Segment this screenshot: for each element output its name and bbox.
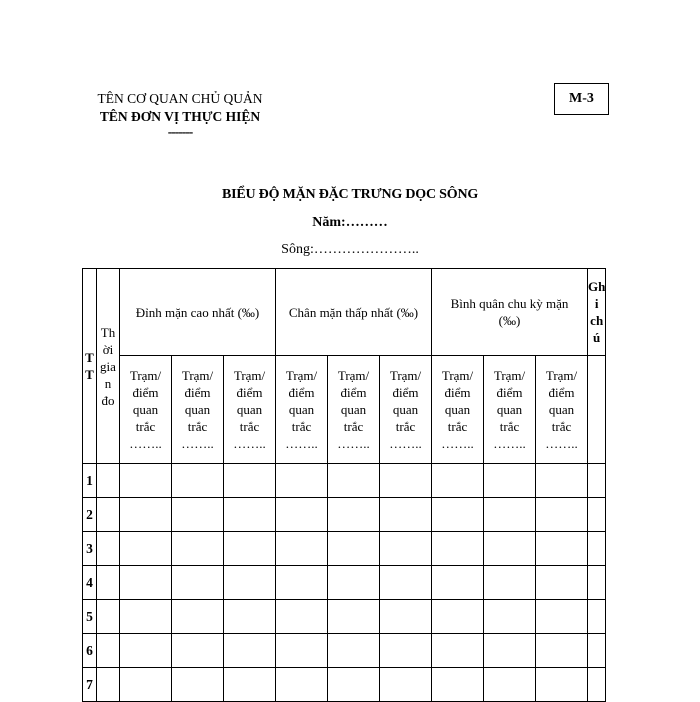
- data-cell[interactable]: [276, 498, 328, 532]
- data-cell[interactable]: [224, 600, 276, 634]
- data-cell[interactable]: [276, 464, 328, 498]
- header-min-salinity-base: Chân mặn thấp nhất (‰): [276, 269, 432, 356]
- row-number: 5: [83, 600, 97, 634]
- data-cell[interactable]: [588, 498, 606, 532]
- parent-agency-name: TÊN CƠ QUAN CHỦ QUẢN: [97, 91, 263, 106]
- row-number: 4: [83, 566, 97, 600]
- data-cell[interactable]: [224, 634, 276, 668]
- form-code-box: M-3: [554, 83, 609, 115]
- table-row: [83, 498, 606, 532]
- data-cell[interactable]: [432, 498, 484, 532]
- data-cell[interactable]: [97, 566, 120, 600]
- row-number: 3: [83, 532, 97, 566]
- data-cell[interactable]: [120, 668, 172, 702]
- data-cell[interactable]: [484, 566, 536, 600]
- station-header: Trạm/ điểm quan trắc ……..: [536, 356, 588, 464]
- data-cell[interactable]: [172, 464, 224, 498]
- salinity-table: [82, 268, 606, 702]
- row-number: 6: [83, 634, 97, 668]
- data-cell[interactable]: [328, 600, 380, 634]
- data-cell[interactable]: [380, 532, 432, 566]
- header-measure-time: Th ời gia n đo: [97, 269, 120, 464]
- data-cell[interactable]: [120, 498, 172, 532]
- table-row: [83, 668, 606, 702]
- data-cell[interactable]: [97, 600, 120, 634]
- data-cell[interactable]: [536, 668, 588, 702]
- data-cell[interactable]: [536, 600, 588, 634]
- station-header: Trạm/ điểm quan trắc ……..: [120, 356, 172, 464]
- year-label: Năm:………: [312, 215, 388, 230]
- data-cell[interactable]: [224, 566, 276, 600]
- data-cell[interactable]: [276, 634, 328, 668]
- data-cell[interactable]: [276, 566, 328, 600]
- data-cell[interactable]: [224, 498, 276, 532]
- data-cell[interactable]: [432, 668, 484, 702]
- river-label: Sông:…………………..: [281, 242, 419, 257]
- table-row: [83, 634, 606, 668]
- data-cell[interactable]: [588, 600, 606, 634]
- row-number: 2: [83, 498, 97, 532]
- header-tt: T T: [83, 269, 97, 464]
- station-header: Trạm/ điểm quan trắc ……..: [432, 356, 484, 464]
- data-cell[interactable]: [97, 532, 120, 566]
- header-max-salinity-peak: Đỉnh mặn cao nhất (‰): [120, 269, 276, 356]
- note-subheader-cell: [588, 356, 606, 464]
- station-header: Trạm/ điểm quan trắc ……..: [328, 356, 380, 464]
- organization-block: [70, 90, 290, 138]
- data-cell[interactable]: [536, 566, 588, 600]
- data-cell[interactable]: [484, 634, 536, 668]
- row-number: 7: [83, 668, 97, 702]
- station-header: Trạm/ điểm quan trắc ……..: [276, 356, 328, 464]
- data-cell[interactable]: [380, 634, 432, 668]
- data-cell[interactable]: [432, 532, 484, 566]
- table-row: [83, 600, 606, 634]
- data-cell[interactable]: [536, 532, 588, 566]
- station-header: Trạm/ điểm quan trắc ……..: [484, 356, 536, 464]
- data-cell[interactable]: [536, 464, 588, 498]
- data-cell[interactable]: [380, 464, 432, 498]
- data-cell[interactable]: [172, 668, 224, 702]
- data-cell[interactable]: [328, 634, 380, 668]
- data-cell[interactable]: [328, 532, 380, 566]
- data-cell[interactable]: [588, 566, 606, 600]
- data-cell[interactable]: [588, 464, 606, 498]
- data-cell[interactable]: [484, 498, 536, 532]
- data-cell[interactable]: [120, 634, 172, 668]
- data-cell[interactable]: [328, 498, 380, 532]
- document-title: BIỂU ĐỘ MẶN ĐẶC TRƯNG DỌC SÔNG: [221, 187, 479, 202]
- data-cell[interactable]: [224, 532, 276, 566]
- data-cell[interactable]: [172, 634, 224, 668]
- data-cell[interactable]: [432, 566, 484, 600]
- data-cell[interactable]: [224, 464, 276, 498]
- data-cell[interactable]: [120, 566, 172, 600]
- data-cell[interactable]: [97, 668, 120, 702]
- data-cell[interactable]: [588, 532, 606, 566]
- table-row: [83, 532, 606, 566]
- data-cell[interactable]: [328, 668, 380, 702]
- data-cell[interactable]: [172, 498, 224, 532]
- data-cell[interactable]: [432, 634, 484, 668]
- data-cell[interactable]: [380, 498, 432, 532]
- data-cell[interactable]: [276, 600, 328, 634]
- data-cell[interactable]: [432, 600, 484, 634]
- data-cell[interactable]: [484, 464, 536, 498]
- data-cell[interactable]: [97, 464, 120, 498]
- data-cell[interactable]: [484, 600, 536, 634]
- header-average-salinity-cycle: Bình quân chu kỳ mặn (‰): [432, 269, 588, 356]
- data-cell[interactable]: [172, 566, 224, 600]
- table-row: [83, 566, 606, 600]
- data-cell[interactable]: [380, 668, 432, 702]
- data-cell[interactable]: [224, 668, 276, 702]
- data-cell[interactable]: [484, 532, 536, 566]
- data-cell[interactable]: [120, 600, 172, 634]
- data-cell[interactable]: [172, 532, 224, 566]
- data-cell[interactable]: [97, 634, 120, 668]
- header-note: Gh i ch ú: [588, 269, 606, 356]
- data-cell[interactable]: [97, 498, 120, 532]
- data-cell[interactable]: [276, 668, 328, 702]
- data-cell[interactable]: [172, 600, 224, 634]
- data-cell[interactable]: [328, 464, 380, 498]
- data-cell[interactable]: [120, 532, 172, 566]
- station-header: Trạm/ điểm quan trắc ……..: [172, 356, 224, 464]
- data-cell[interactable]: [536, 634, 588, 668]
- table-row: [83, 464, 606, 498]
- row-number: 1: [83, 464, 97, 498]
- data-cell[interactable]: [328, 566, 380, 600]
- data-cell[interactable]: [380, 566, 432, 600]
- data-cell[interactable]: [432, 464, 484, 498]
- station-header: Trạm/ điểm quan trắc ……..: [224, 356, 276, 464]
- data-cell[interactable]: [536, 498, 588, 532]
- data-cell[interactable]: [588, 668, 606, 702]
- data-cell[interactable]: [588, 634, 606, 668]
- implementing-unit-name: TÊN ĐƠN VỊ THỰC HIỆN: [99, 109, 261, 124]
- org-separator: -------: [167, 124, 193, 139]
- data-cell[interactable]: [484, 668, 536, 702]
- station-header: Trạm/ điểm quan trắc ……..: [380, 356, 432, 464]
- data-cell[interactable]: [120, 464, 172, 498]
- data-cell[interactable]: [380, 600, 432, 634]
- data-cell[interactable]: [276, 532, 328, 566]
